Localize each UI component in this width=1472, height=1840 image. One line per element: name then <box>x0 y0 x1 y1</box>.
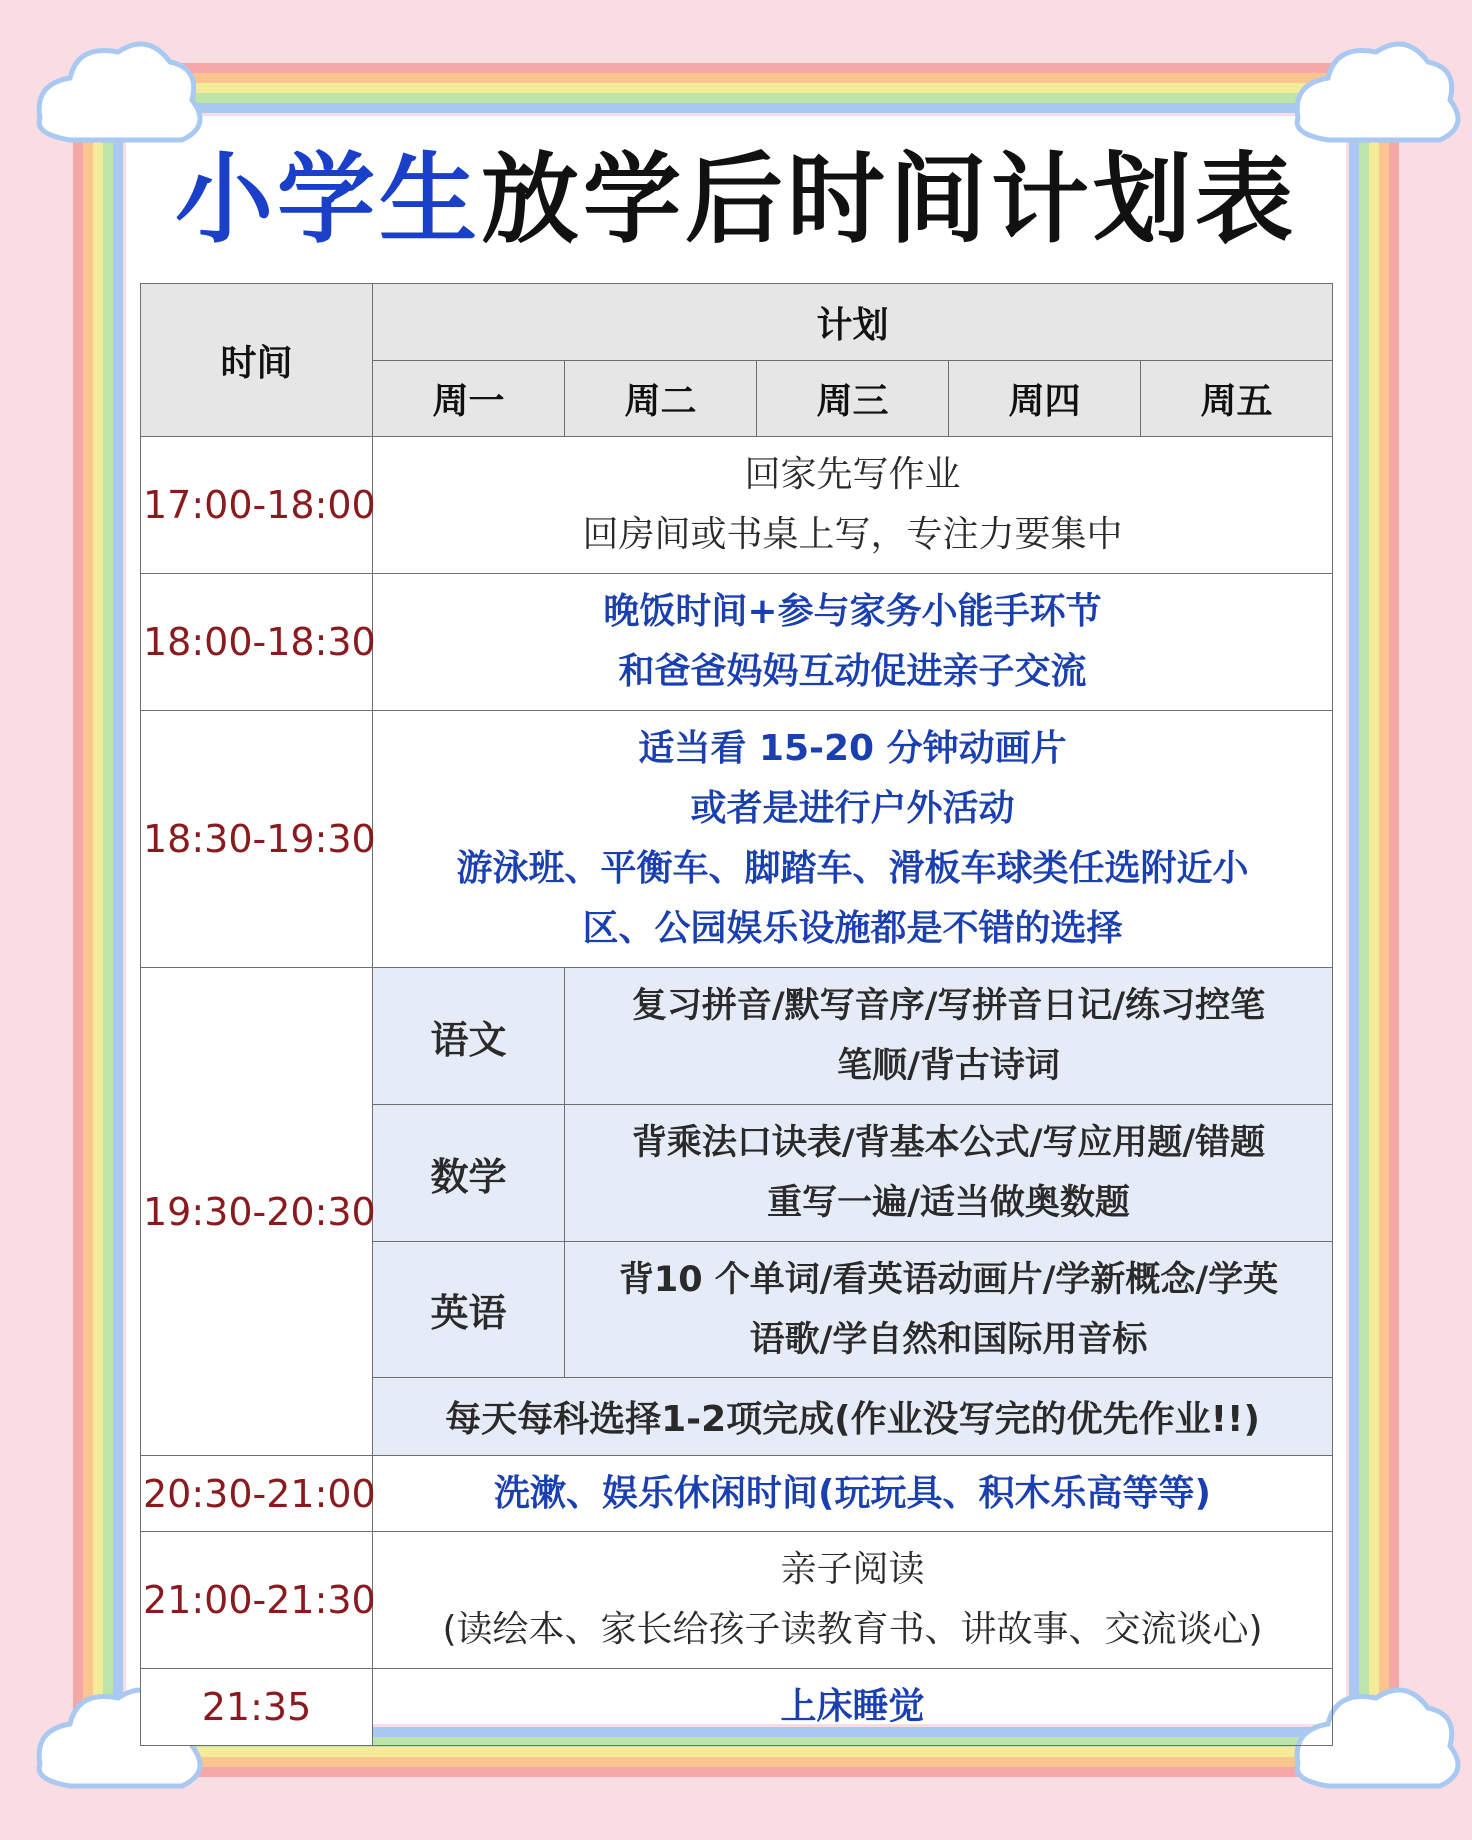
subject-chinese-tasks <box>565 968 1333 1105</box>
task-line: 背乘法口诀表/背基本公式/写应用题/错题 <box>631 1123 1266 1163</box>
time-cell: 20:30-21:00 <box>141 1456 373 1532</box>
header-day-wed: 周三 <box>757 361 949 437</box>
activity-line: 晚饭时间+参与家务小能手环节 <box>603 591 1102 632</box>
header-row <box>141 284 1333 361</box>
table-row <box>141 1456 1333 1532</box>
table-row <box>141 437 1333 574</box>
time-cell: 19:30-20:30 <box>141 968 373 1456</box>
activity-line: 亲子阅读 <box>780 1549 925 1590</box>
activity-cell <box>373 711 1333 968</box>
activity-line: 游泳班、平衡车、脚踏车、滑板车球类任选附近小 <box>456 848 1249 889</box>
table-row <box>141 1532 1333 1669</box>
title-rest: 放学后时间计划表 <box>481 143 1298 257</box>
subject-english-tasks <box>565 1242 1333 1378</box>
title-highlight: 小学生 <box>174 143 481 257</box>
schedule-table <box>140 283 1333 1746</box>
activity-line: 回家先写作业 <box>744 454 961 495</box>
subject-math-tasks <box>565 1105 1333 1242</box>
activity-line: 适当看 15-20 分钟动画片 <box>638 728 1067 769</box>
task-line: 语歌/学自然和国际用音标 <box>749 1319 1148 1360</box>
page-title <box>120 130 1352 270</box>
time-cell: 18:00-18:30 <box>141 574 373 711</box>
activity-line: 洗漱、娱乐休闲时间(玩玩具、积木乐高等等) <box>494 1472 1211 1514</box>
activity-line: 回房间或书桌上写，专注力要集中 <box>582 514 1123 555</box>
table-row <box>141 574 1333 711</box>
table-row <box>141 968 1333 1105</box>
study-note: 每天每科选择1-2项完成(作业没写完的优先作业!!) <box>373 1378 1333 1456</box>
cloud-icon <box>1297 44 1458 140</box>
task-line: 笔顺/背古诗词 <box>837 1046 1060 1086</box>
activity-line: 区、公园娱乐设施都是不错的选择 <box>582 908 1123 949</box>
activity-cell <box>373 1532 1333 1669</box>
activity-line: 和爸爸妈妈互动促进亲子交流 <box>618 651 1087 692</box>
header-plan: 计划 <box>373 284 1333 361</box>
time-cell: 21:00-21:30 <box>141 1532 373 1669</box>
task-line: 背10 个单词/看英语动画片/学新概念/学英 <box>618 1259 1279 1300</box>
activity-cell <box>373 1669 1333 1746</box>
header-day-tue: 周二 <box>565 361 757 437</box>
task-line: 复习拼音/默写音序/写拼音日记/练习控笔 <box>631 986 1266 1026</box>
subject-math: 数学 <box>373 1105 565 1242</box>
time-cell: 18:30-19:30 <box>141 711 373 968</box>
activity-cell <box>373 1456 1333 1532</box>
activity-cell <box>373 574 1333 711</box>
subject-chinese: 语文 <box>373 968 565 1105</box>
activity-cell <box>373 437 1333 574</box>
activity-line: (读绘本、家长给孩子读教育书、讲故事、交流谈心) <box>442 1609 1263 1650</box>
activity-line: 上床睡觉 <box>780 1686 925 1727</box>
header-day-thu: 周四 <box>949 361 1141 437</box>
time-cell: 21:35 <box>141 1669 373 1746</box>
time-cell: 17:00-18:00 <box>141 437 373 574</box>
table-row <box>141 1669 1333 1746</box>
cloud-icon <box>39 44 200 140</box>
header-day-mon: 周一 <box>373 361 565 437</box>
header-day-fri: 周五 <box>1141 361 1333 437</box>
activity-line: 或者是进行户外活动 <box>690 788 1015 829</box>
task-line: 重写一遍/适当做奥数题 <box>767 1183 1130 1223</box>
subject-english: 英语 <box>373 1242 565 1378</box>
table-row <box>141 711 1333 968</box>
header-time: 时间 <box>141 284 373 437</box>
